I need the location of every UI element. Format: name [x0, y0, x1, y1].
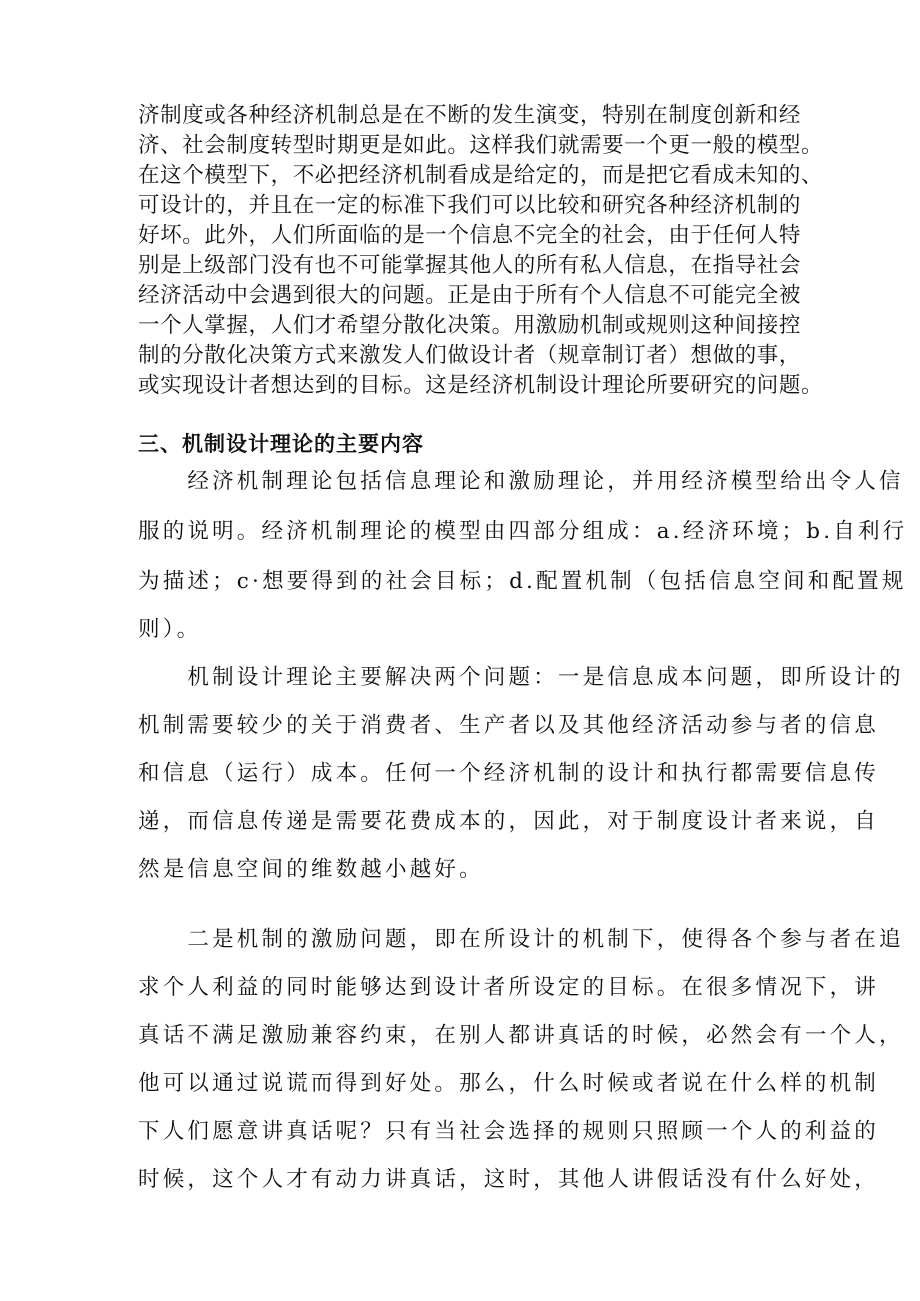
text-line: 时候，这个人才有动力讲真话，这时，其他人讲假话没有什么好处，	[138, 1167, 880, 1192]
text-line: 可设计的，并且在一定的标准下我们可以比较和研究各种经济机制的	[138, 193, 802, 218]
text-line: 经济活动中会遇到很大的问题。正是由于所有个人信息不可能完全被	[138, 283, 802, 308]
text-line: 机制需要较少的关于消费者、生产者以及其他经济活动参与者的信息	[138, 713, 880, 738]
section-heading: 三、机制设计理论的主要内容	[138, 431, 424, 456]
text-line: 济、社会制度转型时期更是如此。这样我们就需要一个更一般的模型。	[138, 133, 824, 158]
text-line: 经济机制理论包括信息理论和激励理论，并用经济模型给出令人信	[138, 469, 904, 494]
text-line: 一个人掌握，人们才希望分散化决策。用激励机制或规则这种间接控	[138, 313, 802, 338]
text-line: 求个人利益的同时能够达到设计者所设定的目标。在很多情况下，讲	[138, 975, 880, 1000]
text-line: 然是信息空间的维数越小越好。	[138, 857, 484, 882]
text-line: 别是上级部门没有也不可能掌握其他人的所有私人信息，在指导社会	[138, 253, 802, 278]
text-line: 在这个模型下，不必把经济机制看成是给定的，而是把它看成未知的、	[138, 163, 824, 188]
text-line: 和信息（运行）成本。任何一个经济机制的设计和执行都需要信息传	[138, 761, 880, 786]
text-line: 下人们愿意讲真话呢？只有当社会选择的规则只照顾一个人的利益的	[138, 1119, 880, 1144]
text-line: 济制度或各种经济机制总是在不断的发生演变，特别在制度创新和经	[138, 103, 802, 128]
text-line: 或实现设计者想达到的目标。这是经济机制设计理论所要研究的问题。	[138, 373, 824, 398]
text-line: 机制设计理论主要解决两个问题：一是信息成本问题，即所设计的	[138, 665, 904, 690]
text-line: 好坏。此外，人们所面临的是一个信息不完全的社会，由于任何人特	[138, 223, 802, 248]
text-line: 制的分散化决策方式来激发人们做设计者（规章制订者）想做的事，	[138, 343, 802, 368]
text-line: 则）。	[138, 617, 202, 642]
text-line: 服的说明。经济机制理论的模型由四部分组成：a.经济环境；b.自利行	[138, 519, 908, 544]
text-line: 递，而信息传递是需要花费成本的，因此，对于制度设计者来说，自	[138, 809, 880, 834]
text-line: 他可以通过说谎而得到好处。那么，什么时候或者说在什么样的机制	[138, 1071, 880, 1096]
text-line: 二是机制的激励问题，即在所设计的机制下，使得各个参与者在追	[138, 927, 904, 952]
text-line: 为描述；c·想要得到的社会目标；d.配置机制（包括信息空间和配置规	[138, 569, 907, 594]
text-line: 真话不满足激励兼容约束，在别人都讲真话的时候，必然会有一个人，	[138, 1023, 904, 1048]
